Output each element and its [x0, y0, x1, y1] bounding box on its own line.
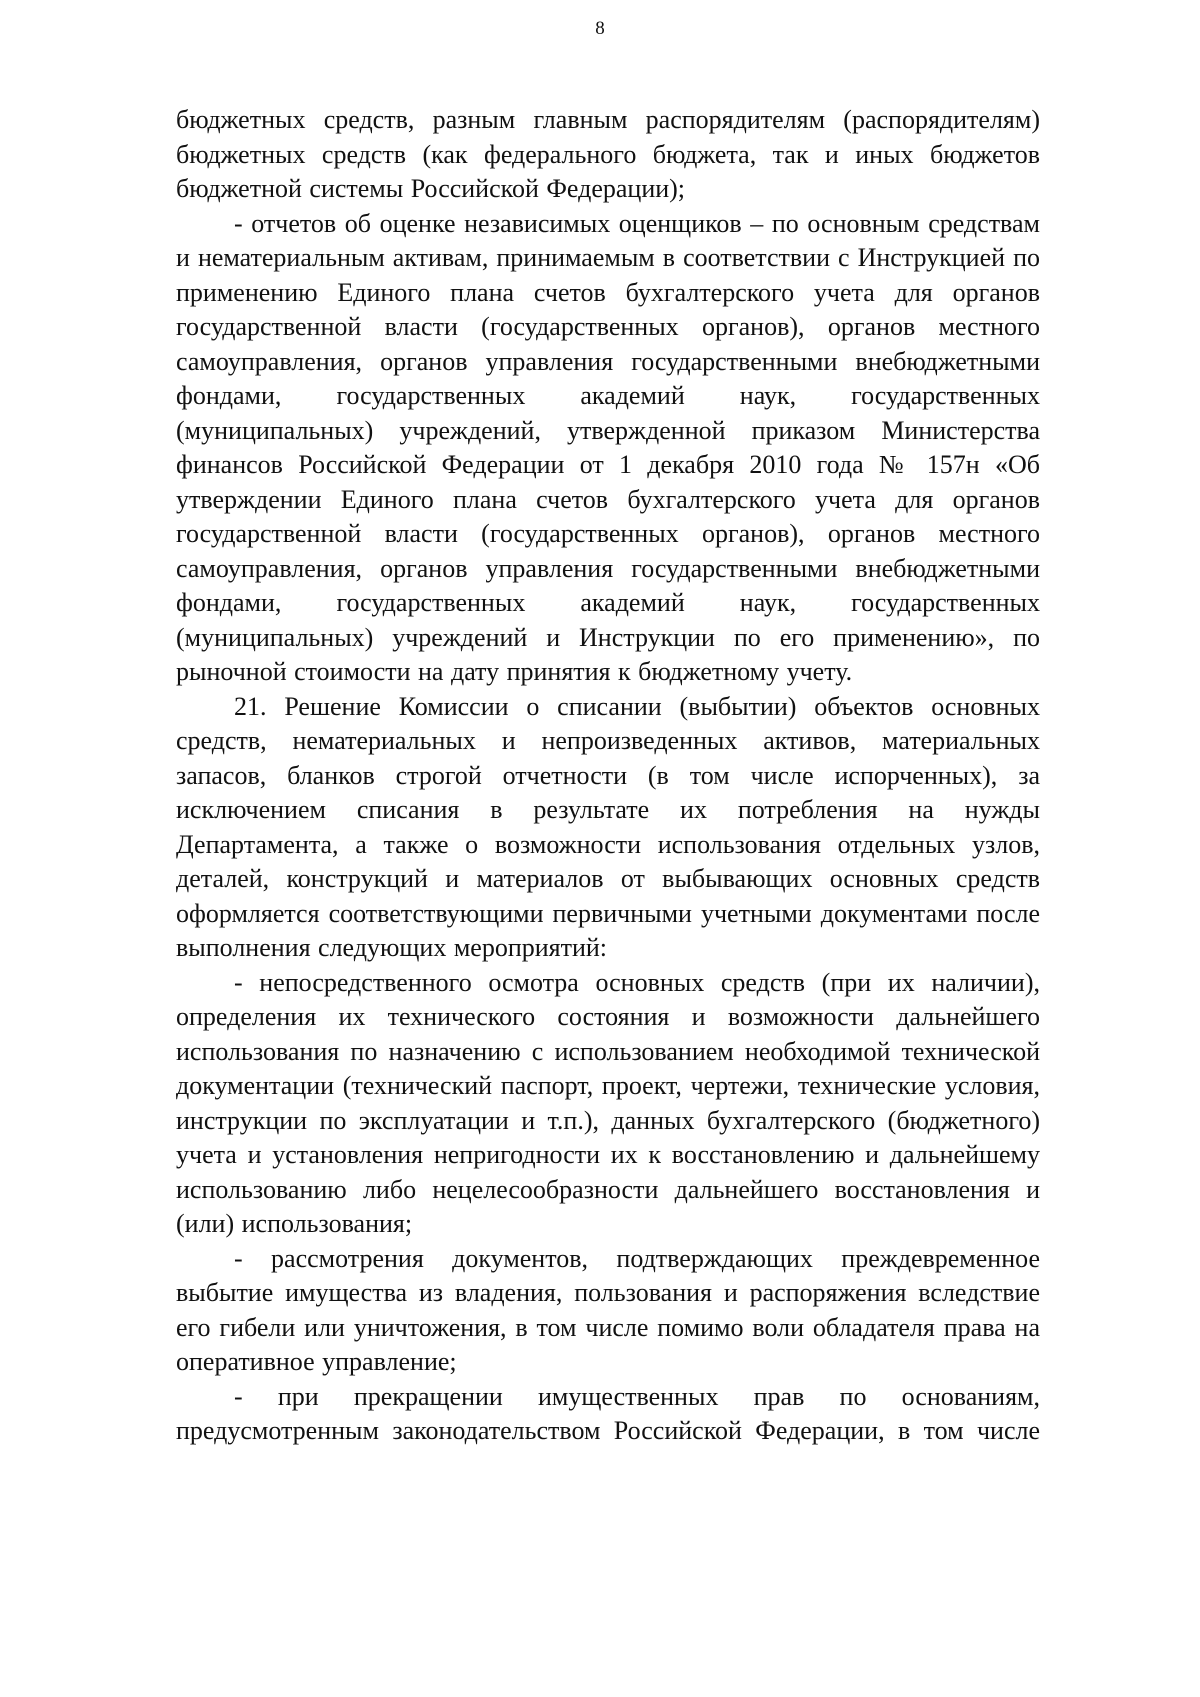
- page-number: 8: [595, 18, 605, 39]
- document-body: [176, 103, 1040, 1449]
- paragraph-property-rights: - при прекращении имущественных прав по основаниям, предусмотренным законодательством Российской Федерации, в том числе: [176, 1381, 1040, 1445]
- paragraph-document-review: - рассмотрения документов, подтверждающих преждевременное выбытие имущества из владения, пользования и распоряжения вследствие его гибели или уничтожения, в том числе помимо воли обладателя права на оперативное управление;: [176, 1243, 1040, 1376]
- paragraph-inspection: - непосредственного осмотра основных средств (при их наличии), определения их технического состояния и возможности дальнейшего использования по назначению с использованием необходимой технической документации (технический паспорт, проект, чертежи, технические условия, инструкции по эксплуатации и т.п.), данных бухгалтерского (бюджетного) учета и установления непригодности их к восстановлению и дальнейшему использованию либо нецелесообразности дальнейшего восстановления и (или) использования;: [176, 967, 1040, 1238]
- paragraph-budget-funds: бюджетных средств, разным главным распорядителям (распорядителям) бюджетных средств (как федерального бюджета, так и иных бюджетов бюджетной системы Российской Федерации);: [176, 105, 1040, 203]
- paragraph-section-21: 21. Решение Комиссии о списании (выбытии) объектов основных средств, нематериальных и непроизведенных активов, материальных запасов, бланков строгой отчетности (в том числе испорченных), за исключением списания в результате их потребления на нужды Департамента, а также о возможности использования отдельных узлов, деталей, конструкций и материалов от выбывающих основных средств оформляется соответствующими первичными учетными документами после выполнения следующих мероприятий:: [176, 691, 1040, 962]
- paragraph-appraiser-reports: - отчетов об оценке независимых оценщиков – по основным средствам и нематериальным активам, принимаемым в соответствии с Инструкцией по применению Единого плана счетов бухгалтерского учета для органов государственной власти (государственных органов), органов местного самоуправления, органов управления государственными внебюджетными фондами, государственных академий наук, государственных (муниципальных) учреждений, утвержденной приказом Министерства финансов Российской Федерации от 1 декабря 2010 года № 157н «Об утверждении Единого плана счетов бухгалтерского учета для органов государственной власти (государственных органов), органов местного самоуправления, органов управления государственными внебюджетными фондами, государственных академий наук, государственных (муниципальных) учреждений и Инструкции по его применению», по рыночной стоимости на дату принятия к бюджетному учету.: [176, 208, 1040, 686]
